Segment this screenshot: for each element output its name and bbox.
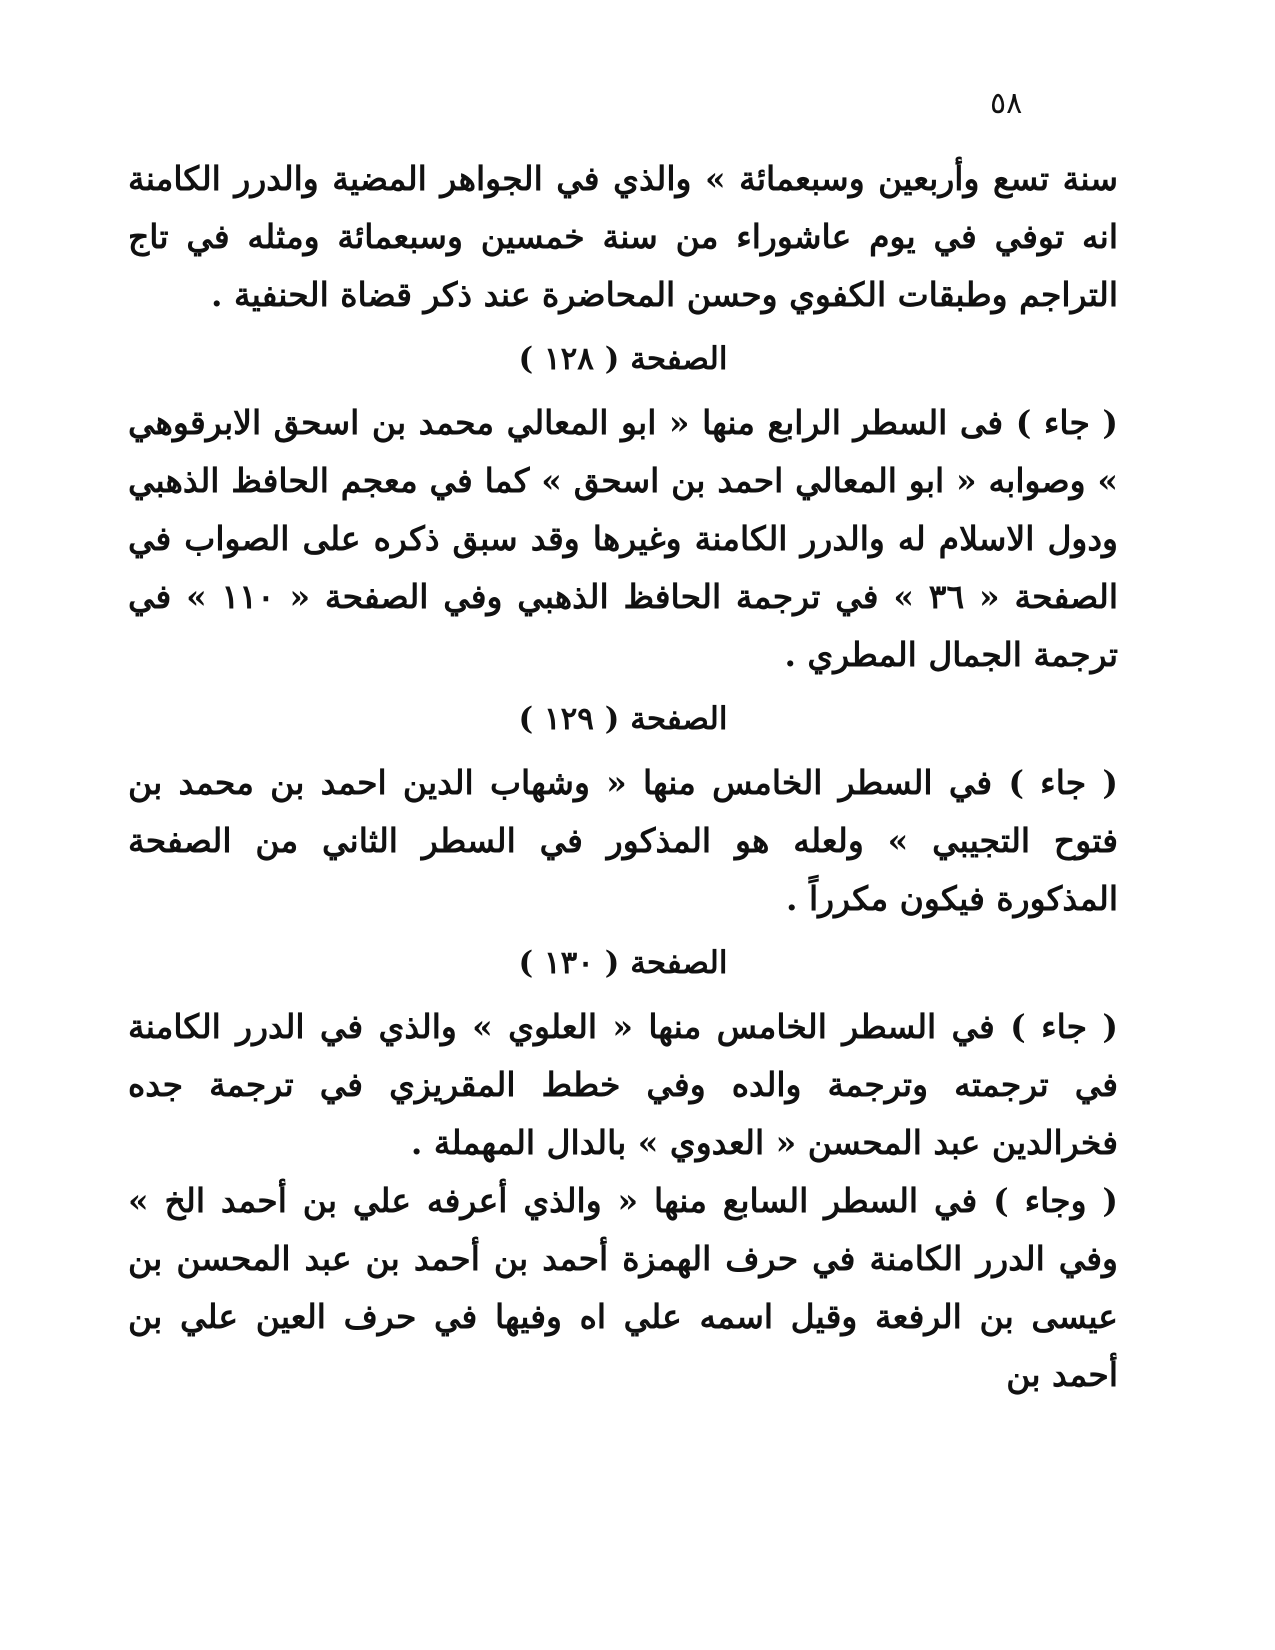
paragraph-130-b: ( وجاء ) في السطر السابع منها « والذي أعرفه علي بن أحمد الخ » وفي الدرر الكامنة في حرف الهمزة أحمد بن أحمد بن عبد المحسن بن عيسى بن الرفعة وقيل اسمه علي اه وفيها في حرف العين علي بن أحمد بن <box>128 1181 1118 1394</box>
heading-128-text: الصفحة ( ١٢٨ ) <box>518 341 728 377</box>
paragraph-128: ( جاء ) فى السطر الرابع منها « ابو المعالي محمد بن اسحق الابرقوهي » وصوابه « ابو المعالي احمد بن اسحق » كما في معجم الحافظ الذهبي ودول الاسلام له والدرر الكامنة وغيرها وقد سبق ذكره على الصواب في الصفحة « ٣٦ » في ترجمة الحافظ الذهبي وفي الصفحة « ١١٠ » في ترجمة الجمال المطري . <box>128 403 1118 674</box>
intro-paragraph: سنة تسع وأربعين وسبعمائة » والذي في الجواهر المضية والدرر الكامنة انه توفي في يوم عاشوراء من سنة خمسين وسبعمائة ومثله في تاج التراجم وطبقات الكفوي وحسن المحاضرة عند ذكر قضاة الحنفية . <box>128 159 1118 314</box>
section-heading-128 <box>128 334 1118 384</box>
section-heading-130 <box>128 938 1118 988</box>
paragraph-130-a: ( جاء ) في السطر الخامس منها « العلوي » والذي في الدرر الكامنة في ترجمته وترجمة والده وفي خطط المقريزي في ترجمة جده فخرالدين عبد المحسن « العدوي » بالدال المهملة . <box>128 1007 1118 1162</box>
page-body <box>128 150 1118 1404</box>
paragraph-129: ( جاء ) في السطر الخامس منها « وشهاب الدين احمد بن محمد بن فتوح التجيبي » ولعله هو المذكور في السطر الثاني من الصفحة المذكورة فيكون مكرراً . <box>128 763 1118 918</box>
heading-130-text: الصفحة ( ١٣٠ ) <box>518 945 728 981</box>
page-number: ٥٨ <box>990 86 1023 121</box>
section-heading-129 <box>128 694 1118 744</box>
heading-129-text: الصفحة ( ١٢٩ ) <box>518 701 728 737</box>
